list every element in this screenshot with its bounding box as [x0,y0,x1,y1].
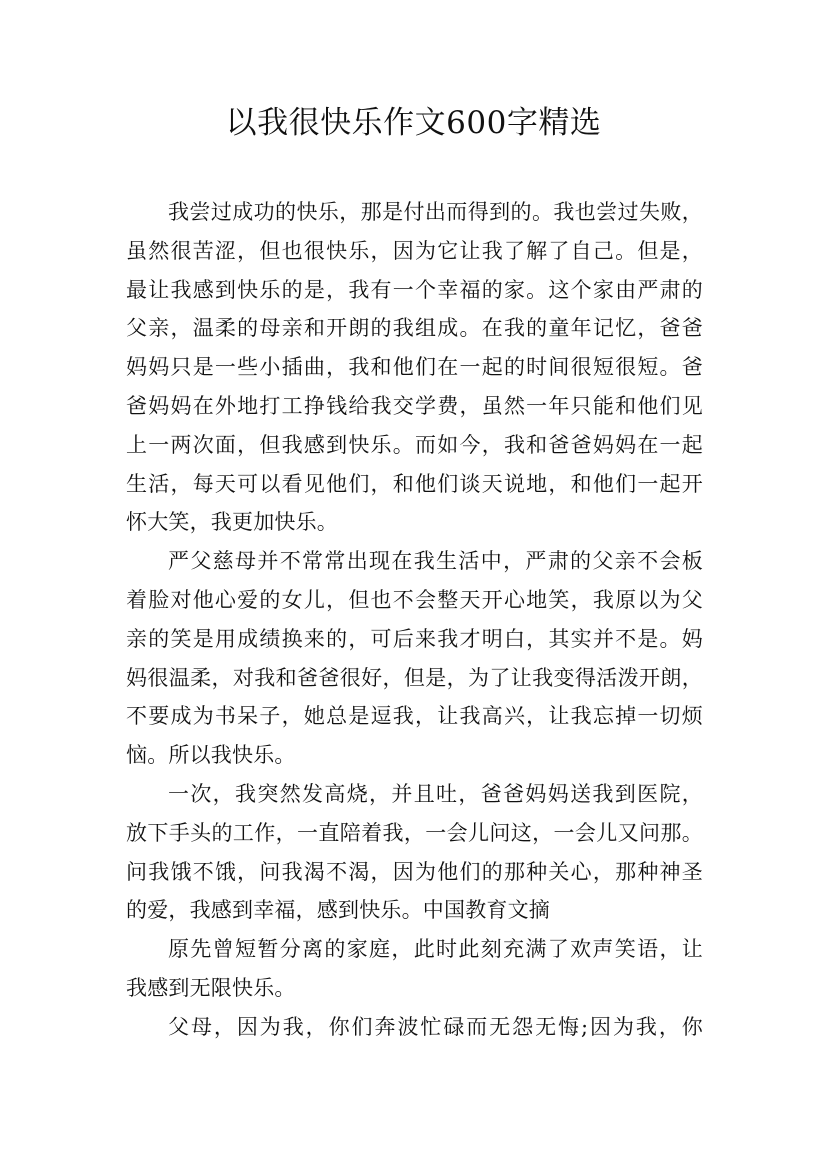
body-text-line: 怀大笑，我更加快乐。 [126,510,338,535]
body-text-line: 着脸对他心爱的女儿，但也不会整天开心地笑，我原以为父 [126,587,703,612]
body-text-line: 上一两次面，但我感到快乐。而如今，我和爸爸妈妈在一起 [126,432,703,457]
document-title: 以我很快乐作文600字精选 [225,105,602,141]
body-text-line: 的爱，我感到幸福，感到快乐。中国教育文摘 [126,898,550,923]
body-text-line: 爸妈妈在外地打工挣钱给我交学费，虽然一年只能和他们见 [126,393,703,418]
body-text-line: 问我饿不饿，问我渴不渴，因为他们的那种关心，那种神圣 [126,859,703,884]
body-text-line: 严父慈母并不常常出现在我生活中，严肃的父亲不会板 [168,549,703,574]
body-text-line: 父亲，温柔的母亲和开朗的我组成。在我的童年记忆，爸爸 [126,316,703,341]
body-text-line: 妈妈只是一些小插曲，我和他们在一起的时间很短很短。爸 [126,355,703,380]
body-text-line: 父母，因为我，你们奔波忙碌而无怨无悔;因为我，你 [168,1014,703,1039]
body-text-line: 一次，我突然发高烧，并且吐，爸爸妈妈送我到医院， [168,781,703,806]
body-text-line: 不要成为书呆子，她总是逗我，让我高兴，让我忘掉一切烦 [126,704,703,729]
body-text-line: 妈很温柔，对我和爸爸很好，但是，为了让我变得活泼开朗， [126,665,703,690]
body-text-line: 我感到无限快乐。 [126,975,296,1000]
body-text-line: 我尝过成功的快乐，那是付出而得到的。我也尝过失败， [168,200,703,224]
body-text-line: 最让我感到快乐的是，我有一个幸福的家。这个家由严肃的 [126,277,703,302]
document-body [126,193,703,1047]
body-text-line: 虽然很苦涩，但也很快乐，因为它让我了解了自己。但是， [126,238,703,263]
body-text-line: 恼。所以我快乐。 [126,743,296,768]
body-text-line: 放下手头的工作，一直陪着我，一会儿问这，一会儿又问那。 [126,820,703,845]
body-text-line: 原先曾短暂分离的家庭，此时此刻充满了欢声笑语，让 [168,937,703,962]
body-text-line: 生活，每天可以看见他们，和他们谈天说地，和他们一起开 [126,471,703,496]
body-text-line: 亲的笑是用成绩换来的，可后来我才明白，其实并不是。妈 [126,626,703,651]
